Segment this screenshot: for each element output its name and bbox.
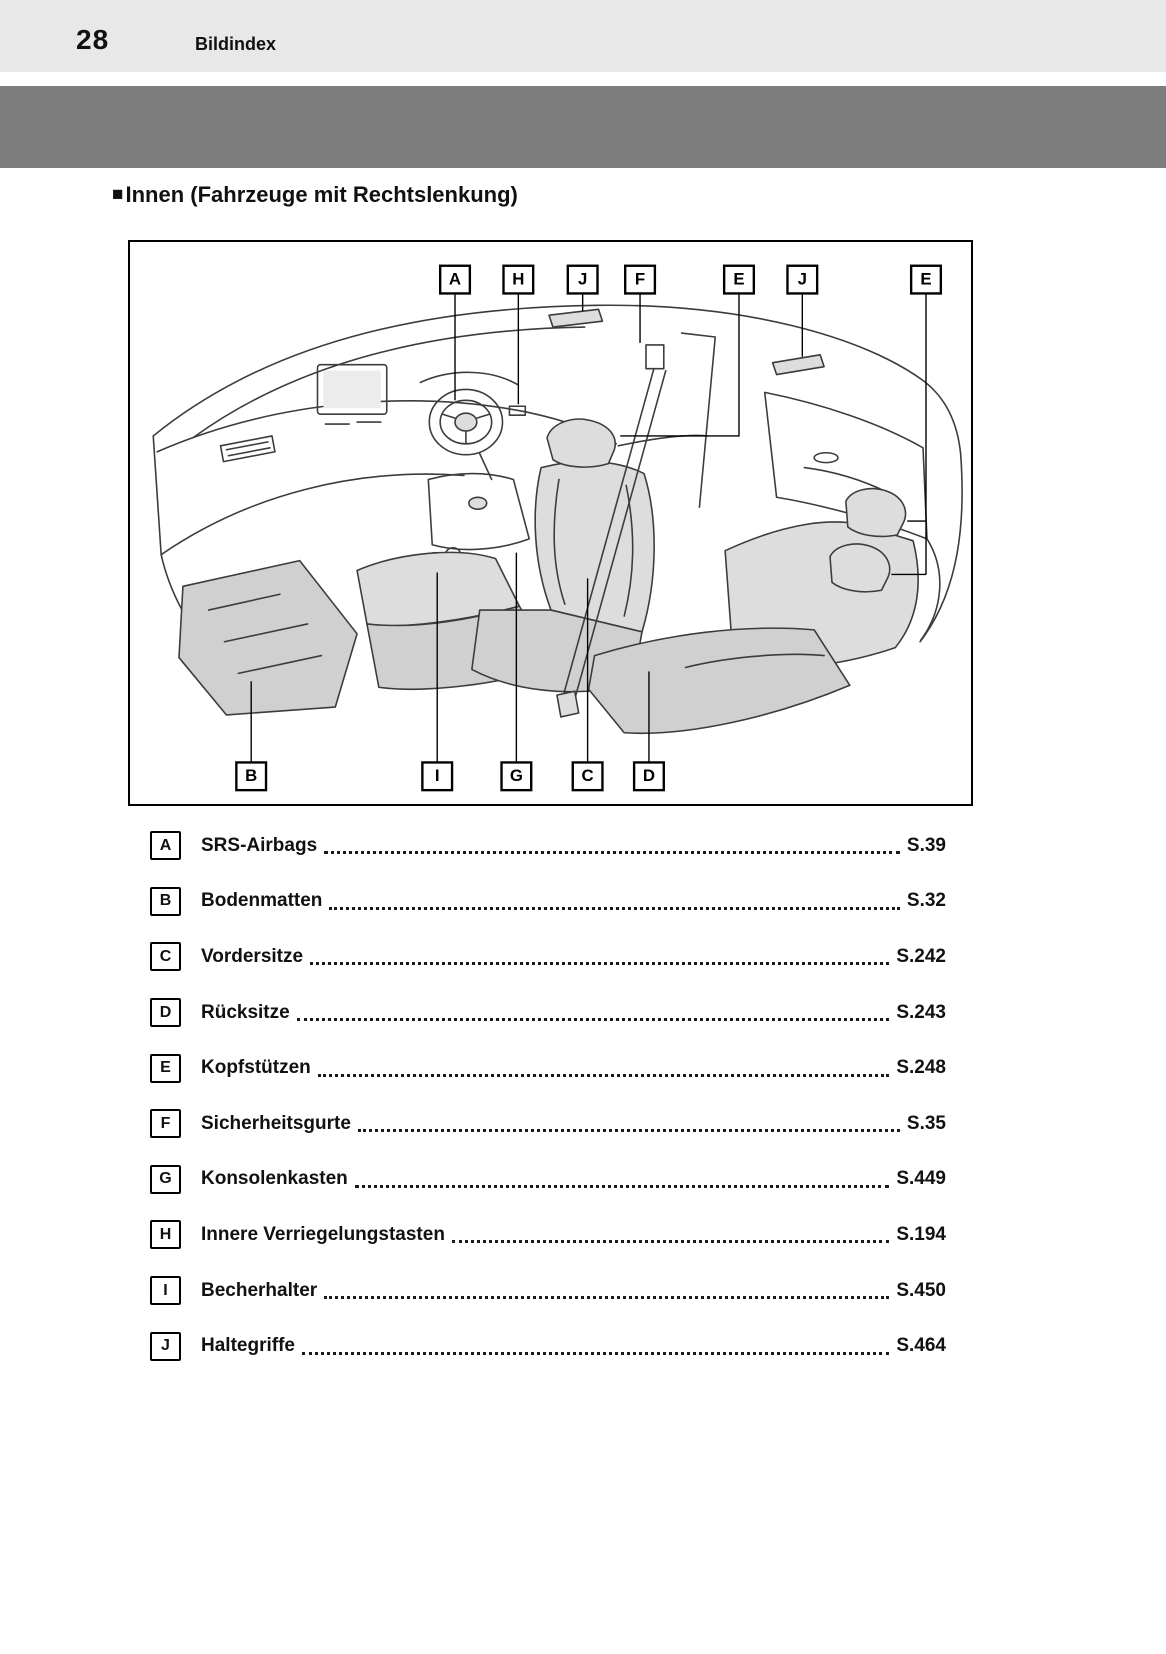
page-number: 28 (76, 24, 110, 55)
grab-handles (549, 309, 824, 374)
list-item (150, 1207, 946, 1263)
index-item-page: S.449 (896, 1168, 946, 1190)
callout-bottom-3 (502, 762, 532, 790)
list-item (150, 1318, 946, 1374)
chapter-banner (0, 86, 1166, 168)
index-letter-box: E (150, 1054, 181, 1083)
index-item-label: SRS-Airbags (201, 834, 318, 856)
index-item-page: S.242 (896, 945, 946, 967)
callout-letter: G (509, 766, 523, 786)
index-letter-box: B (150, 887, 181, 916)
list-item (150, 1040, 946, 1096)
page-header-strip (0, 0, 1166, 72)
belt-buckle (557, 691, 579, 717)
index-item-page: S.450 (896, 1279, 946, 1301)
callout-letter: D (642, 766, 656, 786)
index-item-page: S.32 (906, 890, 946, 912)
dot-leader (302, 1352, 889, 1355)
index-item-label: Bodenmatten (201, 890, 323, 912)
callout-letter: J (797, 269, 807, 289)
callout-letter: I (434, 766, 440, 786)
section-title-text: Innen (Fahrzeuge mit Rechtslenkung) (125, 182, 518, 207)
index-item-page: S.464 (896, 1335, 946, 1357)
callout-bottom-2 (422, 762, 452, 790)
rear-headrest (846, 489, 906, 537)
grab-handle-rear (773, 355, 824, 375)
dot-leader (452, 1240, 889, 1243)
dot-leader (318, 1074, 890, 1077)
callout-letter: F (634, 269, 646, 289)
callout-letter: C (581, 766, 594, 786)
callout-letter: E (920, 269, 932, 289)
index-item-label: Innere Verriegelungstasten (201, 1223, 445, 1245)
picture-index-list (150, 818, 946, 1374)
callout-bottom-5 (634, 762, 664, 790)
list-item (150, 1263, 946, 1319)
floor-mats (179, 561, 357, 715)
callout-bottom-4 (573, 762, 603, 790)
index-letter-box: G (150, 1165, 181, 1194)
index-letter-box: A (150, 831, 181, 860)
rear-headrest (830, 544, 890, 592)
index-item-label: Konsolenkasten (201, 1168, 348, 1190)
index-item-page: S.35 (906, 1112, 946, 1134)
callout-top-7 (911, 266, 941, 294)
index-item-page: S.194 (896, 1223, 946, 1245)
callout-top-4 (625, 266, 655, 294)
index-letter-box: I (150, 1276, 181, 1305)
section-title (112, 182, 518, 208)
dot-leader (324, 851, 900, 854)
dot-leader (310, 962, 889, 965)
callout-letter: A (448, 269, 462, 289)
callout-letter: J (577, 269, 588, 289)
list-item (150, 818, 946, 874)
dot-leader (297, 1018, 890, 1021)
callout-top-6 (787, 266, 817, 294)
callout-top-1 (440, 266, 470, 294)
interior-diagram-box (128, 240, 973, 806)
index-item-label: Vordersitze (201, 945, 304, 967)
callout-letter: H (512, 269, 525, 289)
callout-bottom-1 (236, 762, 266, 790)
index-item-label: Sicherheitsgurte (201, 1112, 351, 1134)
callout-letter: E (733, 269, 745, 289)
index-letter-box: D (150, 998, 181, 1027)
car-interior-illustration (130, 242, 971, 804)
dot-leader (358, 1129, 900, 1132)
header-title: Bildindex (195, 34, 277, 54)
index-letter-box: H (150, 1220, 181, 1249)
index-item-page: S.243 (896, 1001, 946, 1023)
index-item-label: Becherhalter (201, 1279, 318, 1301)
index-item-page: S.248 (896, 1057, 946, 1079)
door-handle (814, 453, 838, 463)
index-item-label: Kopfstützen (201, 1057, 311, 1079)
callout-letter: B (245, 766, 258, 786)
list-item (150, 1096, 946, 1152)
index-item-page: S.39 (906, 834, 946, 856)
gear-shifter (469, 497, 487, 509)
dot-leader (329, 907, 900, 910)
list-item (150, 985, 946, 1041)
index-item-label: Rücksitze (201, 1001, 290, 1023)
callout-top-2 (504, 266, 534, 294)
list-item (150, 1152, 946, 1208)
front-headrest (547, 419, 615, 467)
index-item-label: Haltegriffe (201, 1335, 295, 1357)
dot-leader (355, 1185, 890, 1188)
callout-top-5 (724, 266, 754, 294)
dot-leader (324, 1296, 889, 1299)
list-item (150, 874, 946, 930)
index-letter-box: J (150, 1332, 181, 1361)
index-letter-box: F (150, 1109, 181, 1138)
grab-handle-front (549, 309, 602, 327)
list-item (150, 929, 946, 985)
section-marker-icon: ■ (112, 183, 124, 205)
callout-top-3 (568, 266, 598, 294)
index-letter-box: C (150, 942, 181, 971)
